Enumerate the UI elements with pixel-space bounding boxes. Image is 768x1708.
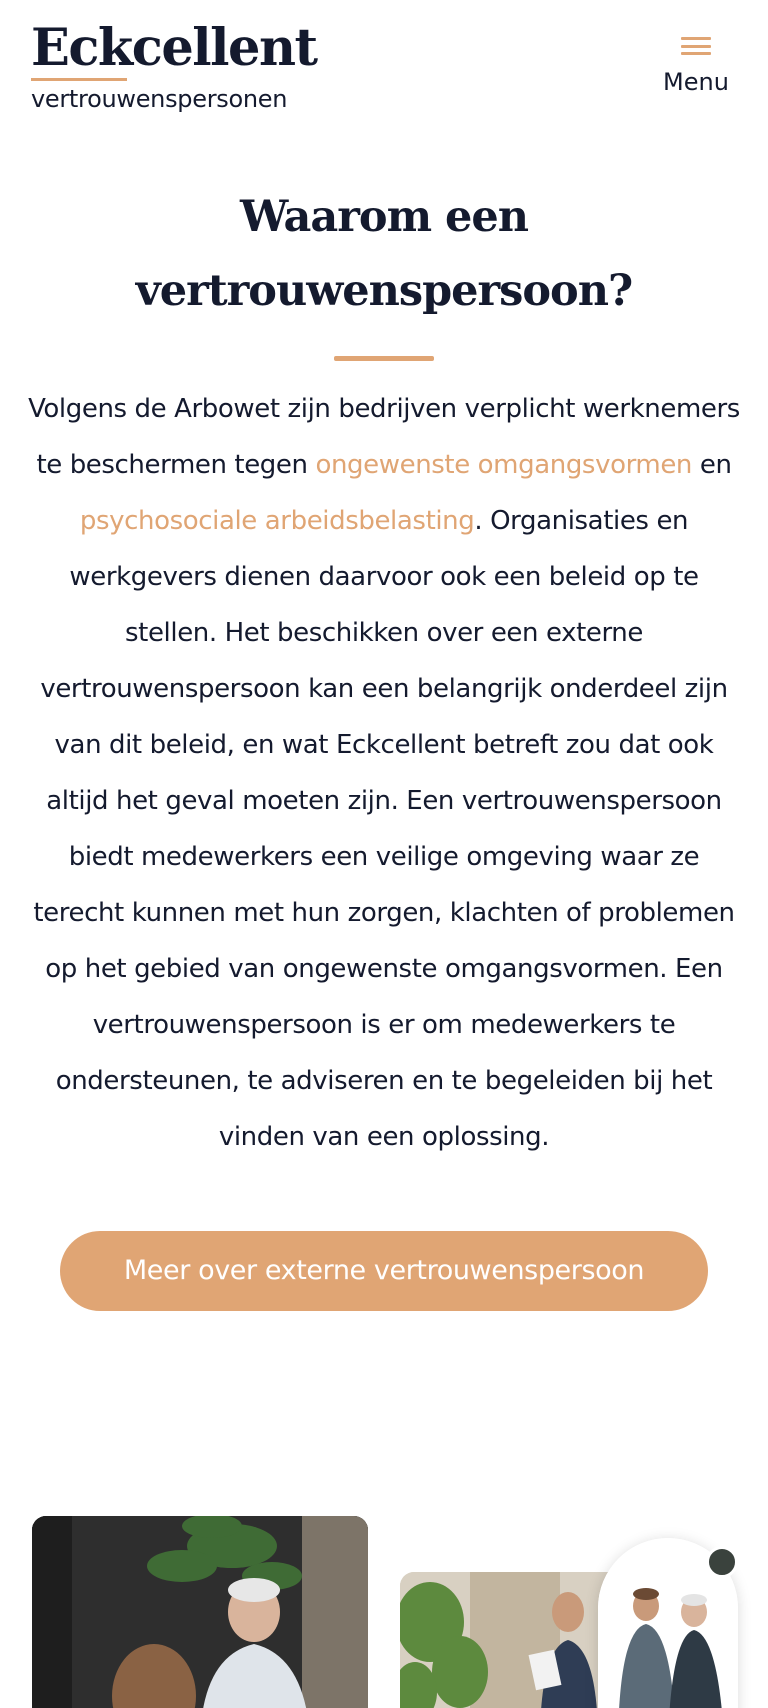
hamburger-icon (681, 34, 711, 58)
menu-label: Menu (663, 68, 729, 96)
cta-button[interactable]: Meer over externe vertrouwenspersoon (60, 1231, 708, 1311)
intro-text-1: Volgens de Arbowet zijn bedrijven verplicht werknemers te beschermen tegen (28, 394, 740, 480)
photo-meeting-illustration (32, 1516, 368, 1708)
intro-text-2: en (692, 450, 732, 480)
section-heading: Waarom een vertrouwenspersoon? (135, 192, 633, 316)
logo-title: Eckcellent (31, 18, 317, 78)
status-dot (706, 1546, 738, 1578)
intro-section (0, 180, 768, 1311)
link-ongewenste-omgangsvormen[interactable]: ongewenste omgangsvormen (315, 450, 693, 480)
intro-paragraph (24, 381, 744, 1165)
site-header (0, 0, 768, 130)
photo-meeting (32, 1516, 368, 1708)
heading-divider (334, 356, 434, 361)
link-psychosociale-arbeidsbelasting[interactable]: psychosociale arbeidsbelasting (79, 506, 475, 536)
menu-button[interactable] (656, 34, 736, 96)
intro-text-3: . Organisaties en werkgevers dienen daarvoor ook een beleid op te stellen. Het beschikken over een externe vertrouwenspersoon kan een belangrijk onderdeel zijn van dit beleid, en wat Eckcellent betreft zou dat ook altijd het geval moeten zijn. Een vertrouwenspersoon biedt medewerkers een veilige omgeving waar ze terecht kunnen met hun zorgen, klachten of problemen op het gebied van ongewenste omgangsvormen. Een vertrouwenspersoon is er om medewerkers te ondersteunen, te adviseren en te begeleiden bij het vinden van een oplossing. (33, 506, 735, 1152)
logo[interactable] (31, 20, 317, 113)
logo-subtitle: vertrouwenspersonen (31, 85, 288, 114)
logo-underline (31, 78, 127, 81)
